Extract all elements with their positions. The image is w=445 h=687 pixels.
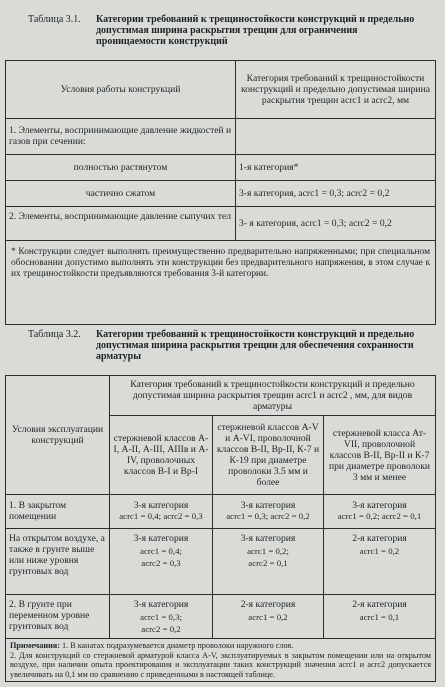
- table1-row1b-left: [6, 181, 236, 207]
- table2-title: Категории требований к трещиностойкости конструкций и предельно допустимая ширина раскрытия трещин для обеспечения сохранности арматуры: [96, 329, 415, 362]
- table2-row2-label-text: На открытом воздухе, а также в грунте выше или ниже уровня грунтовых вод: [9, 533, 105, 577]
- table2-row3-col1-val2: aсrc2 = 0,2: [141, 624, 181, 634]
- table1-row1a-left-text: полностью растянутом: [73, 162, 168, 173]
- table2-row2-col3: [324, 529, 435, 595]
- table2-row3-col3-val: aсrc1 = 0,1: [359, 612, 400, 622]
- table2-head-left: [6, 376, 110, 495]
- table2-col3-head: [324, 416, 435, 495]
- table1-row2-left-text: 2. Элементы, воспринимающие давление сыпучих тел: [9, 211, 231, 222]
- table2-row2-col2-val: aсrc1 = 0,2;: [247, 546, 289, 556]
- table2-col3-text: стержневой класса Ат-VII, проволочной классов В-II, Вр-II и К-7 при диаметре проволоки 3 мм и менее: [328, 427, 431, 483]
- table2-row1-col3: [324, 495, 435, 529]
- table1-row1b-right: [236, 181, 435, 207]
- table2-row1-col1-val: aсrc1 = 0,4; aсrc2 = 0,3: [119, 511, 203, 521]
- table2-note-head: Примечания:: [10, 641, 60, 650]
- table2-row1-col3-val: aсrc1 = 0,2; aсrc2 = 0,1: [337, 511, 422, 521]
- table2-row1-label: [6, 495, 110, 529]
- table2-col1-head: [110, 416, 213, 495]
- table2-note1: 1. В канатах подразумевается диаметр проволоки наружного слоя.: [62, 641, 294, 650]
- table1-row1-text: 1. Элементы, воспринимающие давление жидкостей и газов при сечении:: [9, 125, 232, 147]
- table2-row3-col2-cat: 2-я категория: [240, 599, 296, 610]
- table1-row1-empty: [236, 119, 435, 155]
- table1: [5, 60, 436, 325]
- table2-row1-label-text: 1. В закрытом помещении: [9, 500, 67, 522]
- table1-row1b-left-text: частично сжатом: [85, 188, 156, 199]
- table1-head-right: [236, 61, 435, 119]
- table2-row1-col2-val: aсrc1 = 0,3; aсrc2 = 0,2: [226, 511, 310, 521]
- table1-footnote-text: * Конструкции следует выполнять преимущественно предварительно напряженными; при специальном обосновании допустимо выполнять эти конструкции без предварительного напряжения, в этом случае к их трещиностойкости предъявляются требования 3-й категории.: [11, 247, 430, 279]
- table2: [5, 375, 436, 682]
- table1-head-left-text: Условия работы конструкций: [60, 84, 181, 95]
- table2-col2-text: стержневой классов А-V и А-VI, проволочной классов В-II, Вр-II, К-7 и К-19 при диаметре проволоки 3.5 мм и более: [216, 422, 320, 488]
- table2-note1-line: [10, 641, 431, 651]
- table2-row3-col3: [324, 595, 435, 639]
- table2-col1-text: стержневой классов А-I, А-II, А-III, АIIIв и А-IV, проволочных классов В-I и Вр-I: [113, 433, 209, 477]
- table1-row1a-right: [236, 155, 435, 181]
- table2-row2-col2-val2: aсrc2 = 0,1: [248, 558, 288, 568]
- table2-row2-col2-cat: 3-я категория: [240, 533, 296, 544]
- table2-row1-col2-cat: 3-я категория: [240, 500, 296, 511]
- table2-row3-col1-cat: 3-я категория: [133, 599, 189, 610]
- table2-row3-col3-cat: 2-я категория: [352, 599, 407, 610]
- table2-note2: 2. Для конструкций со стержневой арматурой класса А-V, эксплуатируемых в закрытом помещении или на открытом воздухе, при наличии опыта проектирования и эксплуатации таких конструкций значения aсrc1 и aсrc2 допускается увеличивать на 0,1 мм по сравнению с приведенными в настоящей таблице.: [10, 650, 431, 679]
- table1-row1b-right-text: 3-я категория, aсrc1 = 0,3; aсrc2 = 0,2: [239, 188, 390, 199]
- table2-head-top-text: Категория требований к трещиностойкости конструкций и предельно допустимая ширина раскрытия трещин aсrc1 и aсrc2 , мм, для видов арматуры: [130, 379, 415, 412]
- table2-row1-col1-cat: 3-я категория: [133, 500, 189, 511]
- table1-row2-right-text: 3- я категория, aсrc1 = 0,3; aсrc2 = 0,2: [239, 218, 392, 229]
- table1-row1a-left: [6, 155, 236, 181]
- table1-footnote: [6, 241, 435, 323]
- table2-notes: [6, 639, 435, 681]
- table1-head-left: [6, 61, 236, 119]
- table2-row1-col2: [213, 495, 324, 529]
- table2-head-left-text: Условия эксплуатации конструкций: [11, 424, 104, 446]
- table1-row2-right: [236, 207, 435, 241]
- table2-row3-col1-val: aсrc1 = 0,3;: [140, 612, 182, 622]
- table1-title: Категории требований к трещиностойкости конструкций и предельно допустимая ширина раскрытия трещин для ограничения проницаемости конструкций: [96, 14, 415, 47]
- table2-row2-col1-val2: aсrc2 = 0,3: [141, 558, 181, 568]
- table1-number: Таблица 3.1.: [28, 14, 81, 25]
- table2-number: Таблица 3.2.: [28, 329, 81, 340]
- table2-row3-col2-val: aсrc1 = 0,2: [248, 612, 288, 622]
- table2-row2-col1-cat: 3-я категория: [133, 533, 189, 544]
- table2-row2-label: [6, 529, 110, 595]
- table2-head-top: [110, 376, 435, 416]
- table2-row1-col1: [110, 495, 213, 529]
- table2-row3-col1: [110, 595, 213, 639]
- table1-row1a-right-text: 1-я категория*: [239, 162, 299, 173]
- table1-head-right-text: Категория требований к трещиностойкости конструкций и предельно допустимая ширина раскрытия трещин aсrc1 и aсrc2, мм: [241, 73, 430, 106]
- table2-row3-label-text: 2. В грунте при переменном уровне грунтовых вод: [9, 599, 90, 632]
- table2-row2-col2: [213, 529, 324, 595]
- table2-col2-head: [213, 416, 324, 495]
- table1-row1: [6, 119, 236, 155]
- table2-row3-label: [6, 595, 110, 639]
- table2-row2-col3-val: aсrc1 = 0,2: [359, 546, 400, 556]
- table2-row2-col3-cat: 2-я категория: [352, 533, 407, 544]
- table2-row2-col1: [110, 529, 213, 595]
- table1-row2-left: [6, 207, 236, 241]
- table2-row3-col2: [213, 595, 324, 639]
- table2-row2-col1-val: aсrc1 = 0,4;: [140, 546, 182, 556]
- table2-row1-col3-cat: 3-я категория: [352, 500, 407, 511]
